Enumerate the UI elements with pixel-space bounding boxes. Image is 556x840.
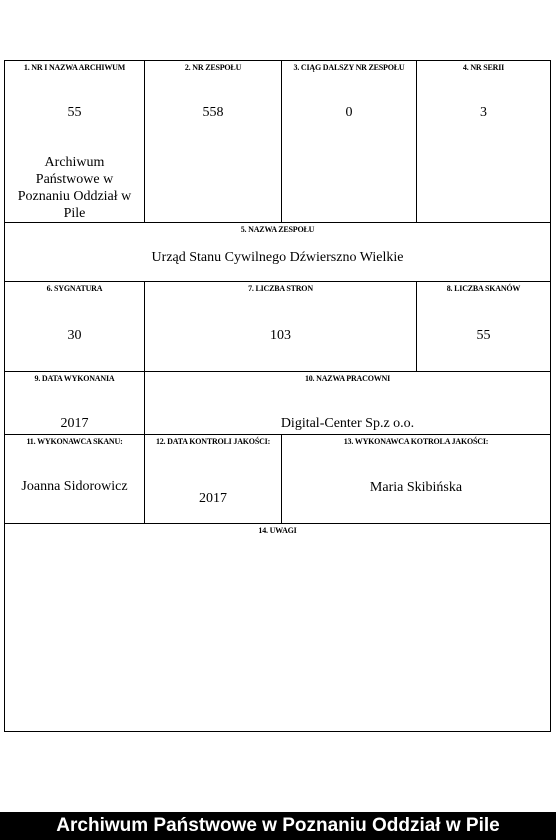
series-number-cell: [417, 61, 550, 223]
fonds-name-cell: [5, 223, 550, 282]
qc-operator-cell: [282, 435, 550, 524]
metadata-form: [4, 60, 551, 732]
fonds-number-cell: [145, 61, 282, 223]
page-count-value: 103: [270, 328, 291, 343]
archive-label: 1. NR I NAZWA ARCHIWUM: [23, 63, 126, 72]
archive-name: Archiwum Państwowe w Poznaniu Oddział w Pile: [17, 155, 132, 221]
page-count-cell: [145, 282, 417, 372]
fonds-number-label: 2. NR ZESPOŁU: [184, 63, 242, 72]
date-made-value: 2017: [60, 416, 89, 431]
series-number-value: 3: [480, 105, 487, 120]
fonds-name-label: 5. NAZWA ZESPOŁU: [240, 225, 315, 234]
date-made-cell: [5, 372, 145, 435]
fonds-number-value: 558: [202, 105, 224, 120]
fonds-continuation-cell: [282, 61, 417, 223]
notes-cell: [5, 524, 550, 731]
scan-count-label: 8. LICZBA SKANÓW: [446, 284, 521, 293]
scan-operator-label: 11. WYKONAWCA SKANU:: [26, 437, 123, 446]
workshop-name-label: 10. NAZWA PRACOWNI: [304, 374, 391, 383]
scan-count-value: 55: [476, 328, 491, 343]
archive-footer-banner: Archiwum Państwowe w Poznaniu Oddział w Pile: [0, 812, 556, 840]
qc-date-value: 2017: [199, 491, 227, 506]
qc-operator-value: Maria Skibińska: [369, 480, 463, 495]
scan-count-cell: [417, 282, 550, 372]
scan-operator-cell: [5, 435, 145, 524]
signature-cell: [5, 282, 145, 372]
qc-date-label: 12. DATA KONTROLI JAKOŚCI:: [155, 437, 271, 446]
archive-cell: [5, 61, 145, 223]
qc-operator-label: 13. WYKONAWCA KOTROLA JAKOŚCI:: [343, 437, 489, 446]
archive-number: 55: [67, 105, 82, 120]
fonds-continuation-value: 0: [345, 105, 353, 120]
workshop-name-value: Digital-Center Sp.z o.o.: [280, 416, 415, 431]
signature-label: 6. SYGNATURA: [46, 284, 103, 293]
date-made-label: 9. DATA WYKONANIA: [34, 374, 115, 383]
series-number-label: 4. NR SERII: [462, 63, 505, 72]
fonds-continuation-label: 3. CIĄG DALSZY NR ZESPOŁU: [293, 63, 405, 72]
page-count-label: 7. LICZBA STRON: [248, 284, 313, 293]
fonds-name-value: Urząd Stanu Cywilnego Dźwierszno Wielkie: [151, 250, 404, 265]
signature-value: 30: [67, 328, 82, 343]
qc-date-cell: [145, 435, 282, 524]
workshop-name-cell: [145, 372, 550, 435]
scan-operator-value: Joanna Sidorowicz: [21, 479, 128, 494]
notes-label: 14. UWAGI: [258, 526, 297, 535]
